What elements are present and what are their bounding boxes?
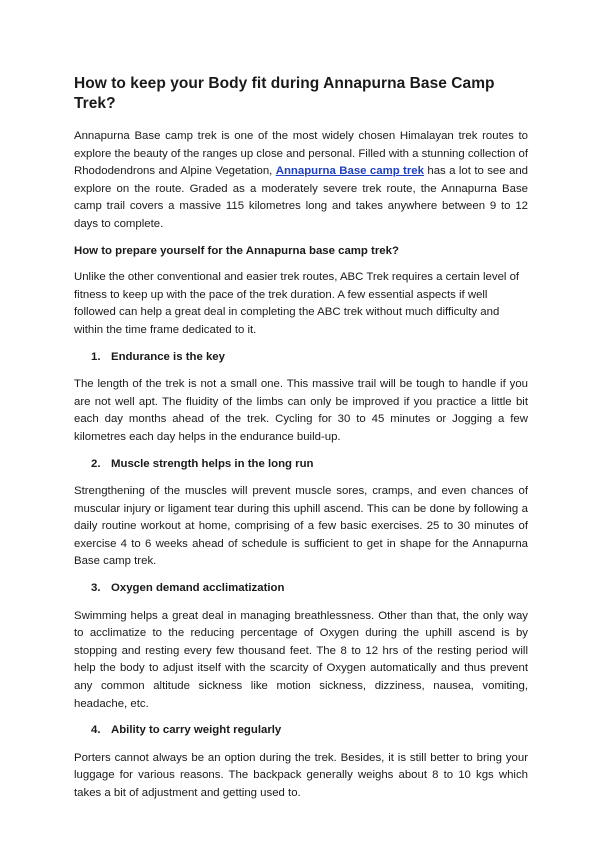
section-number: 3. bbox=[91, 582, 101, 595]
prep-heading: How to prepare yourself for the Annapurna base camp trek? bbox=[74, 244, 399, 257]
section-heading-oxygen bbox=[74, 580, 528, 598]
section-heading-endurance bbox=[74, 349, 528, 367]
intro-text-before-link: Annapurna Base camp trek is one of the most widely chosen Himalayan trek routes to explore the beauty of the ranges up close and personal. Filled with a stunning collection of Rhododendrons and Alpine Vegetation, bbox=[74, 130, 529, 178]
section-heading-carry-weight bbox=[74, 722, 528, 740]
page-title: How to keep your Body fit during Annapurna Base Camp Trek? bbox=[74, 75, 495, 112]
prep-paragraph: Unlike the other conventional and easier trek routes, ABC Trek requires a certain level of fitness to keep up with the pace of the trek duration. A few essential aspects if well followed can help a great deal in completing the ABC trek without much difficulty and within the time frame dedicated to it. bbox=[74, 271, 520, 336]
annapurna-trek-link[interactable]: Annapurna Base camp trek bbox=[275, 165, 424, 178]
section-heading-text: Oxygen demand acclimatization bbox=[111, 582, 285, 595]
section-heading-text: Endurance is the key bbox=[111, 350, 225, 363]
intro-text-after-link: has a lot to see and explore on the route. Graded as a moderately severe trek route, the Annapurna Base camp trail covers a massive 115 kilometres long and takes anywhere between 9 to 12 days to complete. bbox=[74, 165, 529, 230]
section-number: 2. bbox=[91, 457, 101, 470]
section-paragraph-muscle-strength: Strengthening of the muscles will prevent muscle sores, cramps, and even chances of muscular injury or ligament tear during this uphill ascend. This can be done by following a daily routine workout at home, comprising of a few basic exercises. 25 to 30 minutes of exercise 4 to 6 weeks ahead of schedule is sufficient to get in shape for the Annapurna Base camp trek. bbox=[74, 485, 528, 568]
section-paragraph-carry-weight: Porters cannot always be an option during the trek. Besides, it is still better to bring your luggage for various reasons. The backpack generally weighs about 8 to 10 kgs which takes a bit of adjustment and getting used to. bbox=[74, 751, 528, 799]
section-number: 4. bbox=[91, 724, 101, 737]
section-heading-muscle-strength bbox=[74, 456, 528, 474]
section-heading-text: Ability to carry weight regularly bbox=[111, 724, 282, 737]
section-paragraph-endurance: The length of the trek is not a small one. This massive trail will be tough to handle if you are not well apt. The fluidity of the limbs can only be improved if you practice a little bit each day months ahead of the trek. Cycling for 30 to 45 minutes or Jogging a few kilometres each day helps in the endurance build-up. bbox=[74, 378, 528, 443]
section-paragraph-oxygen: Swimming helps a great deal in managing breathlessness. Other than that, the only way to acclimatize to the reducing percentage of Oxygen during the uphill ascend is by stopping and resting every few thousand feet. The 8 to 12 hrs of the resting period will help the body to adjust itself with the scarcity of Oxygen automatically and thus prevent any common altitude sickness like motion sickness, dizziness, nausea, vomiting, headache, etc. bbox=[74, 609, 528, 710]
intro-paragraph bbox=[74, 128, 528, 234]
section-number: 1. bbox=[91, 350, 101, 363]
section-heading-text: Muscle strength helps in the long run bbox=[111, 457, 314, 470]
